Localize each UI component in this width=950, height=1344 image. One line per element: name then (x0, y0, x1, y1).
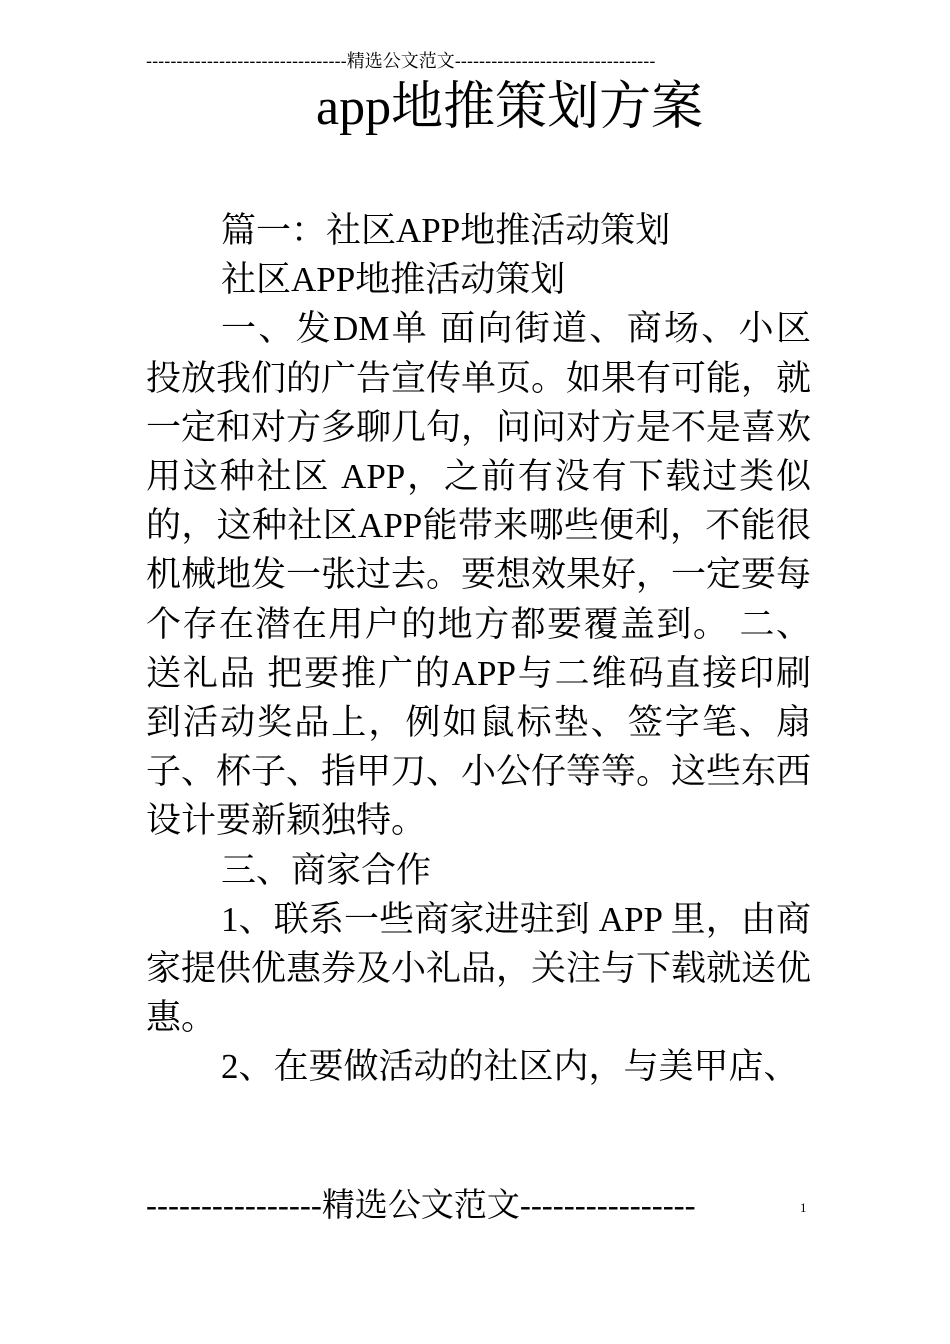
paragraph-section-heading: 篇一：社区APP地推活动策划 (221, 211, 671, 250)
document-title: app地推策划方案 (316, 79, 704, 136)
paragraph-dm-and-gifts: 一、发DM单 面向街道、商场、小区投放我们的广告宣传单页。如果有可能，就一定和对方多聊几句，问问对方是不是喜欢用这种社区 APP，之前有没有下载过类似的，这种社区APP能带来哪些便利，不能很机械地发一张过去。要想效果好，一定要每个存在潜在用户的地方都要覆盖到。 二、送礼品 把要推广的APP与二维码直接印刷到活动奖品上，例如鼠标垫、签字笔、扇子、杯子、指甲刀、小公仔等等。这些东西设计要新颖独特。 (146, 309, 812, 841)
paragraph-merchant-item-2: 2、在要做活动的社区内，与美甲店、 (221, 1047, 799, 1087)
document-body (146, 206, 811, 1092)
page-footer: ----------------精选公文范文---------------- (146, 1188, 696, 1224)
paragraph-subtitle: 社区APP地推活动策划 (221, 260, 566, 300)
page-number: 1 (800, 1200, 807, 1215)
paragraph-merchant-item-1: 1、联系一些商家进驻到 APP 里，由商家提供优惠券及小礼品，关注与下载就送优惠。 (146, 899, 812, 1038)
paragraph-merchant-heading: 三、商家合作 (221, 850, 432, 890)
page-header: ---------------------------------精选公文范文--------------------------------- (146, 51, 656, 72)
